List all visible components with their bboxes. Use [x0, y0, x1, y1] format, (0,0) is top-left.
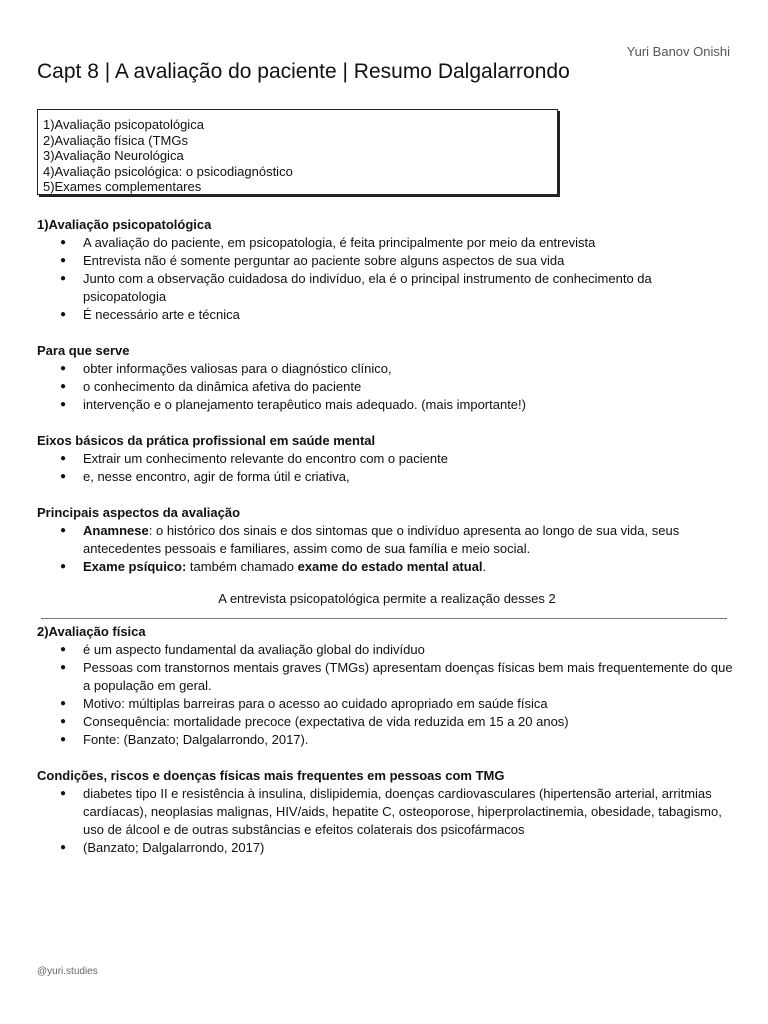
bullet-list — [37, 360, 737, 414]
term-definition: : o histórico dos sinais e dos sintomas que o indivíduo apresenta ao longo de sua vida, seus antecedentes pessoais e familiares, assim como de sua família e meio social. — [83, 523, 680, 556]
list-item: ● Fonte: (Banzato; Dalgalarrondo, 2017). — [37, 731, 737, 749]
list-item: ● o conhecimento da dinâmica afetiva do paciente — [37, 378, 737, 396]
document-body — [37, 216, 737, 857]
list-item: ● intervenção e o planejamento terapêutico mais adequado. (mais importante!) — [37, 396, 737, 414]
term-emphasis: exame do estado mental atual — [297, 559, 483, 574]
section-title: Eixos básicos da prática profissional em saúde mental — [37, 433, 376, 448]
section-title: Para que serve — [37, 343, 130, 358]
term-definition: também chamado — [186, 559, 298, 574]
bullet-list — [37, 522, 737, 576]
centered-note: A entrevista psicopatológica permite a realização desses 2 — [218, 591, 556, 606]
list-item: ● Consequência: mortalidade precoce (expectativa de vida reduzida em 15 a 20 anos) — [37, 713, 737, 731]
horizontal-divider — [41, 618, 727, 619]
list-item: ● Motivo: múltiplas barreiras para o acesso ao cuidado apropriado em saúde física — [37, 695, 737, 713]
list-item: ● diabetes tipo II e resistência à insulina, dislipidemia, doenças cardiovasculares (hipertensão arterial, arritmias cardíacas), neoplasias malignas, HIV/aids, hepatite C, osteoporose, hiperprolactinemia, obesidade, tabagismo, uso de álcool e de outras substâncias e efeitos colaterais dos psicofármacos — [37, 785, 737, 839]
list-item: ● Entrevista não é somente perguntar ao paciente sobre alguns aspectos de sua vida — [37, 252, 737, 270]
page-title: Capt 8 | A avaliação do paciente | Resumo Dalgalarrondo — [37, 60, 570, 83]
table-of-contents — [37, 109, 558, 195]
list-item — [37, 522, 737, 558]
section-title: 1)Avaliação psicopatológica — [37, 217, 212, 232]
bullet-list — [37, 785, 737, 857]
section-title: Condições, riscos e doenças físicas mais frequentes em pessoas com TMG — [37, 768, 505, 783]
term-label: Anamnese — [83, 523, 149, 538]
list-item: ● É necessário arte e técnica — [37, 306, 737, 324]
list-item: ● Extrair um conhecimento relevante do encontro com o paciente — [37, 450, 737, 468]
bullet-list — [37, 641, 737, 749]
list-item: ● é um aspecto fundamental da avaliação global do indivíduo — [37, 641, 737, 659]
bullet-list — [37, 450, 737, 486]
list-item — [37, 558, 737, 576]
toc-item: 2)Avaliação física (TMGs — [43, 132, 188, 148]
list-item: ● Pessoas com transtornos mentais graves (TMGs) apresentam doenças físicas bem mais frequentemente do que a população em geral. — [37, 659, 737, 695]
footer-handle: @yuri.studies — [37, 966, 98, 977]
toc-item: 5)Exames complementares — [43, 179, 202, 195]
bullet-list — [37, 234, 737, 324]
term-label: Exame psíquico: — [83, 559, 187, 574]
toc-item: 3)Avaliação Neurológica — [43, 148, 184, 164]
list-item: ● e, nesse encontro, agir de forma útil e criativa, — [37, 468, 737, 486]
toc-item: 4)Avaliação psicológica: o psicodiagnóstico — [43, 163, 293, 179]
section-title: Principais aspectos da avaliação — [37, 505, 241, 520]
list-item: ● Junto com a observação cuidadosa do indivíduo, ela é o principal instrumento de conhecimento da psicopatologia — [37, 270, 737, 306]
list-item: ● A avaliação do paciente, em psicopatologia, é feita principalmente por meio da entrevista — [37, 234, 737, 252]
author-name: Yuri Banov Onishi — [626, 44, 730, 59]
section-title: 2)Avaliação física — [37, 624, 146, 639]
list-item: ● (Banzato; Dalgalarrondo, 2017) — [37, 839, 737, 857]
list-item: ● obter informações valiosas para o diagnóstico clínico, — [37, 360, 737, 378]
toc-item: 1)Avaliação psicopatológica — [43, 117, 204, 132]
term-end: . — [482, 559, 487, 574]
